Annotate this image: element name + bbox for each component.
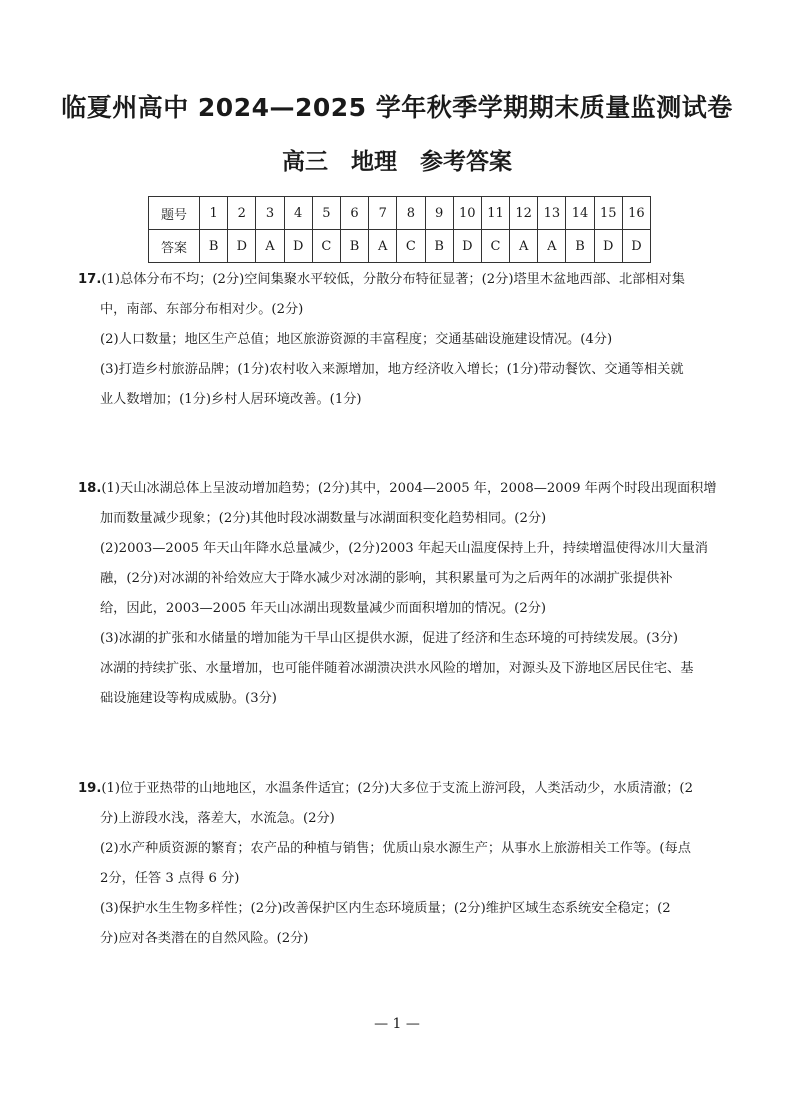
- answer-cell: A: [256, 230, 284, 263]
- question-number: 4: [284, 197, 312, 230]
- q17-line: 中，南部、东部分布相对少。(2分): [100, 302, 304, 317]
- q18-line: 加而数量减少现象；(2分)其他时段冰湖数量与冰湖面积变化趋势相同。(2分): [100, 511, 547, 526]
- answer-table-row-numbers: [149, 197, 651, 230]
- q19-line: 分)应对各类潜在的自然风险。(2分): [100, 931, 309, 946]
- question-number: 5: [312, 197, 340, 230]
- question-number: 13: [538, 197, 566, 230]
- q18-line: [78, 474, 722, 504]
- answer-cell: B: [566, 230, 594, 263]
- answer-cell: A: [510, 230, 538, 263]
- q18-line: 给，因此，2003—2005 年天山冰湖出现数量减少而面积增加的情况。(2分): [100, 601, 547, 616]
- q19-line: 2分，任答 3 点得 6 分): [100, 871, 240, 886]
- question-number-label: 17.: [78, 272, 102, 287]
- question-number: 6: [340, 197, 368, 230]
- answer-key-subtitle: 高三 地理 参考答案: [282, 149, 512, 175]
- answer-table-row-answers: [149, 230, 651, 263]
- question-number: 16: [622, 197, 650, 230]
- question-number: 10: [453, 197, 481, 230]
- question-number: 15: [594, 197, 622, 230]
- question-number: 8: [397, 197, 425, 230]
- answer-cell: B: [340, 230, 368, 263]
- question-18-answer: [78, 474, 722, 714]
- answer-cell: C: [481, 230, 509, 263]
- q17-part2: (2)人口数量；地区生产总值；地区旅游资源的丰富程度；交通基础设施建设情况。(4分): [100, 332, 613, 347]
- q18-part2: (2)2003—2005 年天山年降水总量减少，(2分)2003 年起天山温度保持上升，持续增温使得冰川大量消: [100, 541, 708, 556]
- question-number: 2: [228, 197, 256, 230]
- question-number: 9: [425, 197, 453, 230]
- row-label-answer: 答案: [149, 230, 200, 263]
- question-number: 12: [510, 197, 538, 230]
- question-number: 14: [566, 197, 594, 230]
- question-17-answer: [78, 265, 722, 415]
- q18-line: 冰湖的持续扩张、水量增加，也可能伴随着冰湖溃决洪水风险的增加，对源头及下游地区居民住宅、基: [100, 661, 694, 676]
- answer-table: [148, 196, 651, 263]
- q18-part1: (1)天山冰湖总体上呈波动增加趋势；(2分)其中，2004—2005 年，2008—2009 年两个时段出现面积增: [101, 481, 717, 496]
- q17-line: [78, 265, 722, 295]
- answer-cell: C: [312, 230, 340, 263]
- question-number: 11: [481, 197, 509, 230]
- answer-cell: D: [228, 230, 256, 263]
- q17-line: 业人数增加；(1分)乡村人居环境改善。(1分): [100, 392, 362, 407]
- row-label-number: 题号: [149, 197, 200, 230]
- q18-line: 融，(2分)对冰湖的补给效应大于降水减少对冰湖的影响，其积累量可为之后两年的冰湖扩张提供补: [100, 571, 673, 586]
- q18-line: 础设施建设等构成威胁。(3分): [100, 691, 277, 706]
- q17-part3: (3)打造乡村旅游品牌；(1分)农村收入来源增加，地方经济收入增长；(1分)带动餐饮、交通等相关就: [100, 362, 684, 377]
- answer-cell: D: [594, 230, 622, 263]
- question-number-label: 18.: [78, 481, 102, 496]
- q19-line: 分)上游段水浅，落差大，水流急。(2分): [100, 811, 335, 826]
- answer-cell: D: [284, 230, 312, 263]
- page-number: — 1 —: [374, 1016, 420, 1032]
- exam-title: 临夏州高中 2024—2025 学年秋季学期期末质量监测试卷: [61, 93, 733, 122]
- answer-cell: D: [453, 230, 481, 263]
- q18-part3: (3)冰湖的扩张和水储量的增加能为干旱山区提供水源，促进了经济和生态环境的可持续发展。(3分): [100, 631, 679, 646]
- answer-cell: A: [369, 230, 397, 263]
- question-number: 7: [369, 197, 397, 230]
- q17-part1: (1)总体分布不均；(2分)空间集聚水平较低，分散分布特征显著；(2分)塔里木盆地西部、北部相对集: [101, 272, 685, 287]
- answer-cell: B: [425, 230, 453, 263]
- q19-part2: (2)水产种质资源的繁育；农产品的种植与销售；优质山泉水源生产；从事水上旅游相关工作等。(每点: [100, 841, 691, 856]
- q19-part1: (1)位于亚热带的山地地区，水温条件适宜；(2分)大多位于支流上游河段，人类活动少，水质清澈；(2: [101, 781, 693, 796]
- question-number: 3: [256, 197, 284, 230]
- question-number-label: 19.: [78, 781, 102, 796]
- q19-line: [78, 774, 722, 804]
- answer-cell: D: [622, 230, 650, 263]
- answer-cell: A: [538, 230, 566, 263]
- question-number: 1: [200, 197, 228, 230]
- question-19-answer: [78, 774, 722, 954]
- q19-part3: (3)保护水生生物多样性；(2分)改善保护区内生态环境质量；(2分)维护区域生态系统安全稳定；(2: [100, 901, 671, 916]
- answer-cell: B: [200, 230, 228, 263]
- answer-cell: C: [397, 230, 425, 263]
